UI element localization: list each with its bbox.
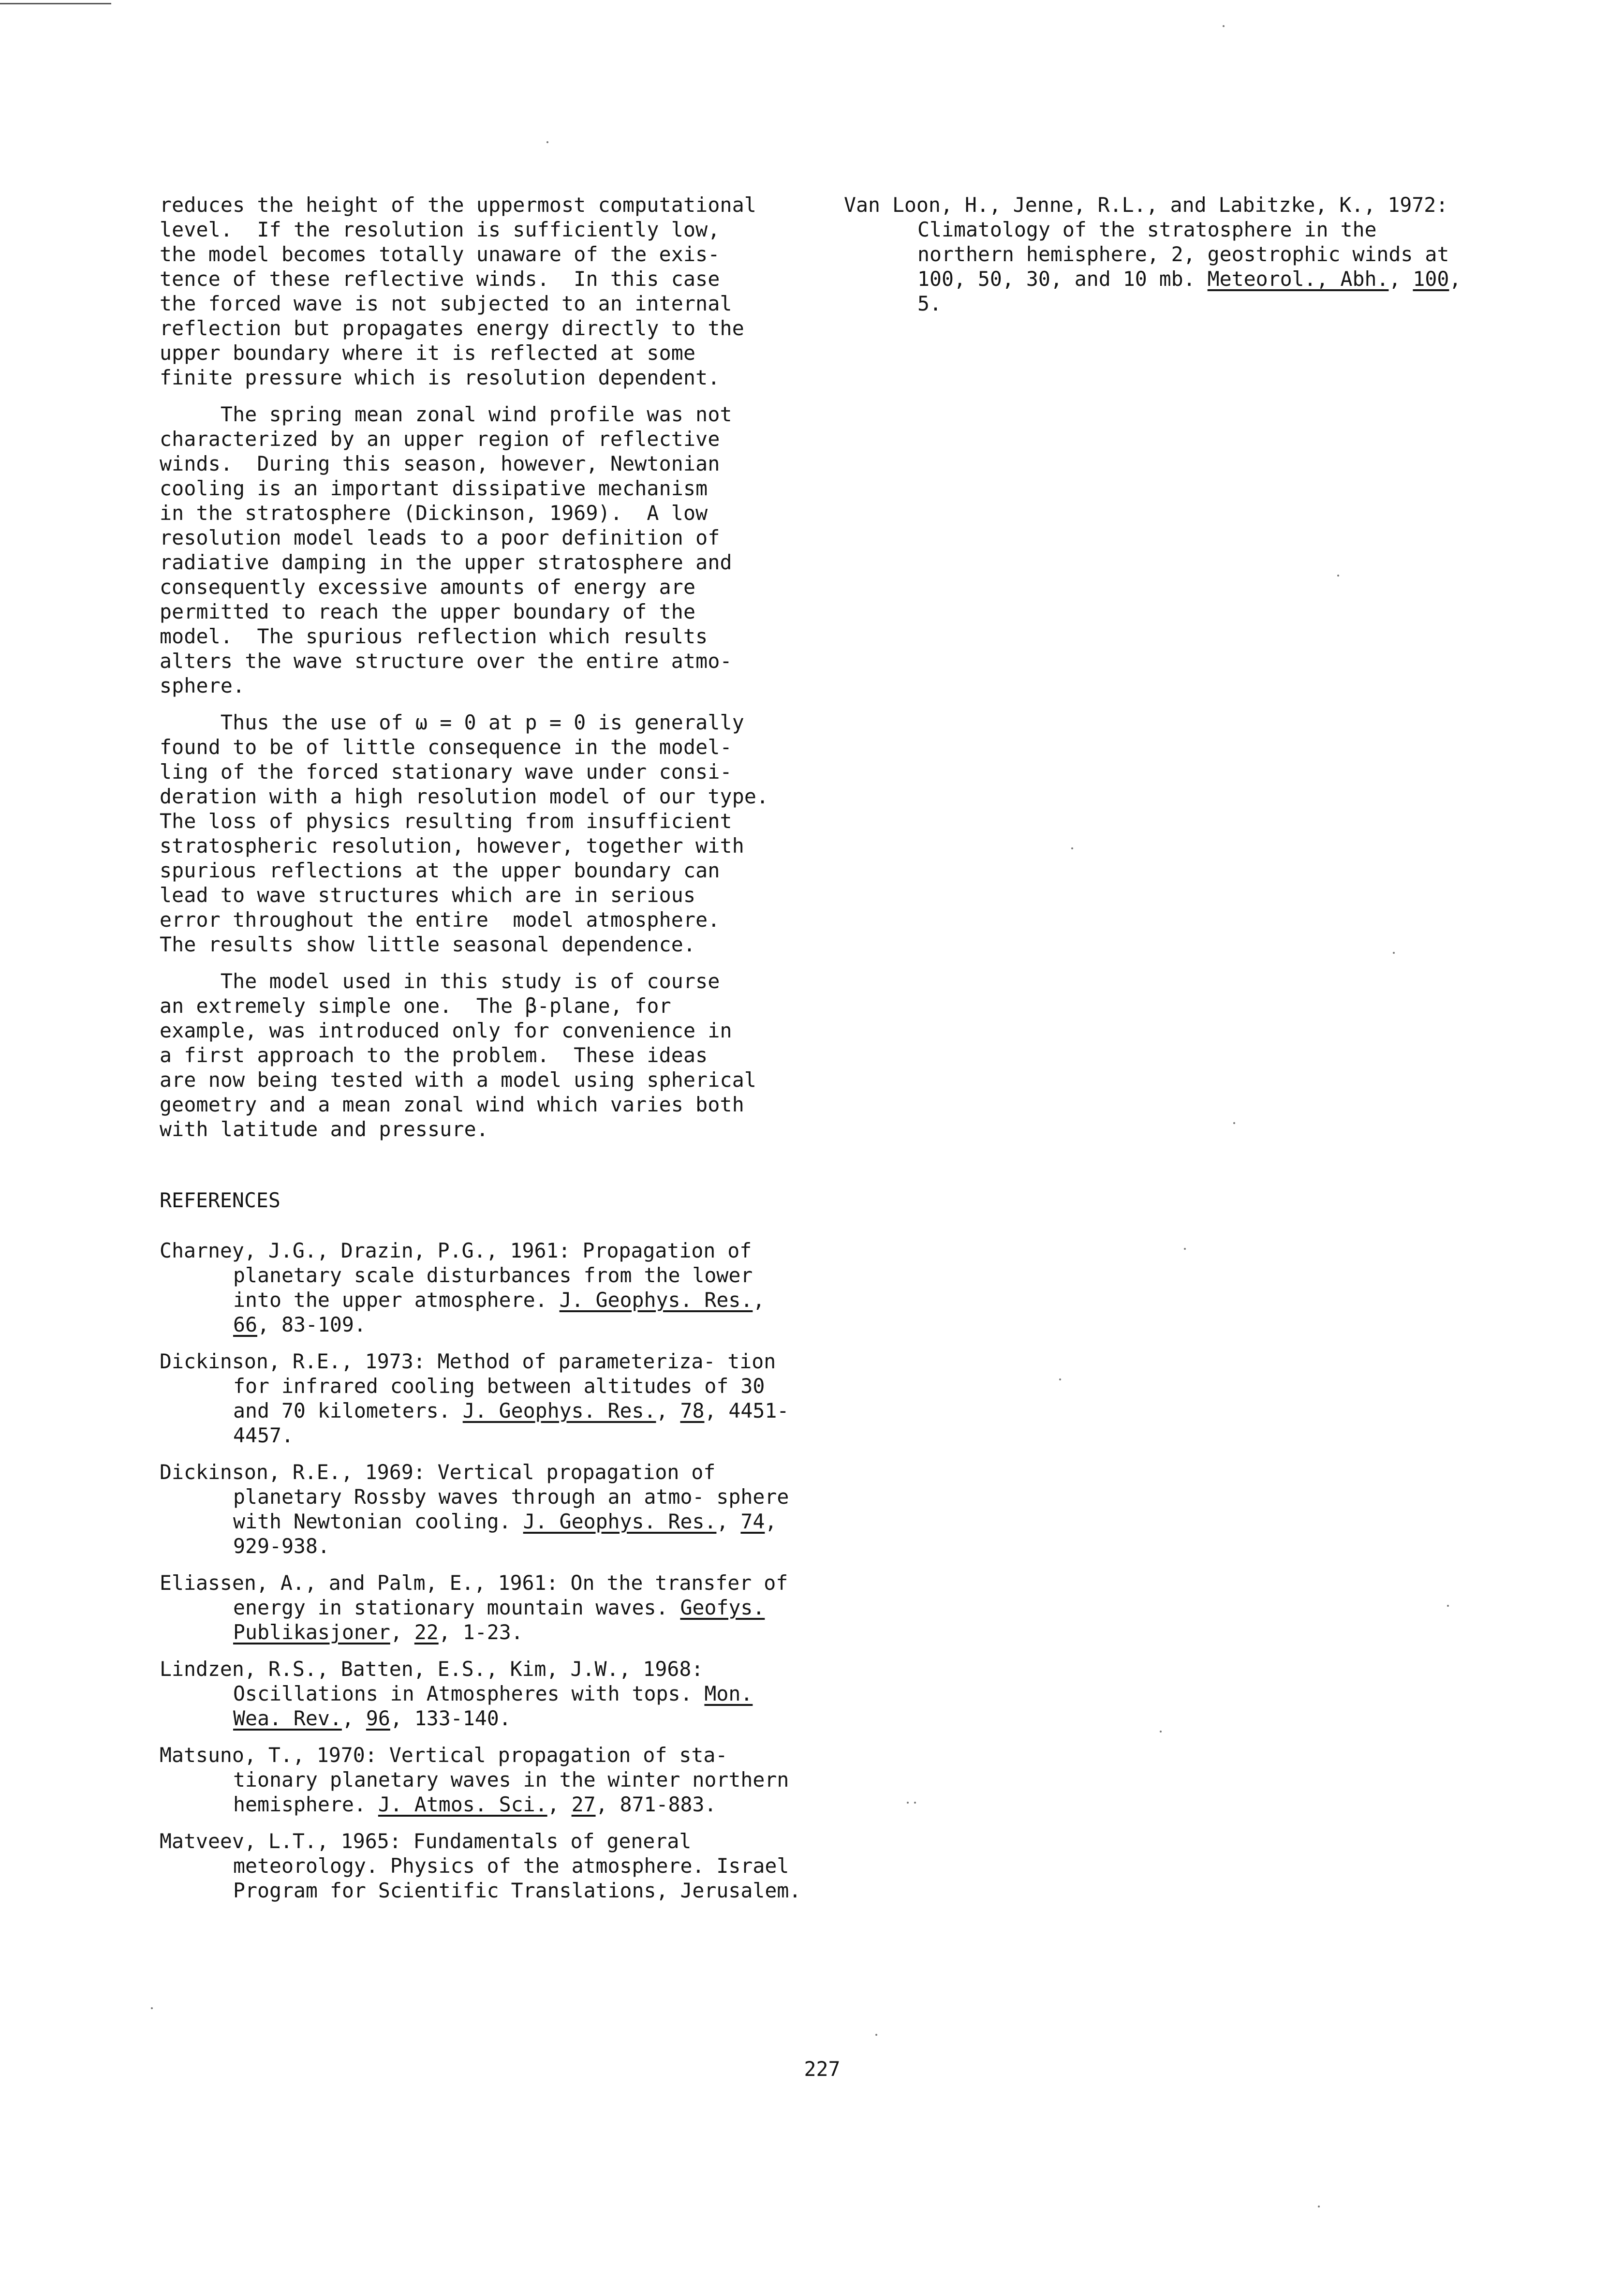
- reference-item: [160, 1570, 808, 1644]
- reference-pages: , 4451-4457.: [233, 1399, 789, 1447]
- reference-separator: ,: [656, 1399, 680, 1422]
- reference-volume: 27: [571, 1792, 596, 1816]
- body-paragraph-4: The model used in this study is of course an extremely simple one. The β-plane, for example, was introduced only for convenience in a first approach to the problem. These ideas are now being tested with a model using spherical geometry and a mean zonal wind which varies both with latitude and pressure.: [160, 969, 757, 1141]
- scan-speck: [1059, 1378, 1061, 1380]
- reference-text: Dickinson, R.E., 1973: Method of parameteriza- tion for infrared cooling between altitudes of 30 and 70 kilometers.: [160, 1349, 776, 1422]
- scan-speck: [1337, 575, 1339, 577]
- scan-speck: [1071, 847, 1073, 849]
- scan-speck: [875, 2034, 877, 2036]
- reference-volume: 78: [680, 1399, 705, 1422]
- references-heading: REFERENCES: [160, 1188, 281, 1212]
- scan-speck: [1233, 1122, 1235, 1124]
- scan-speck: [1184, 1248, 1186, 1250]
- reference-separator: ,: [716, 1510, 741, 1533]
- scan-speck: [914, 1802, 916, 1804]
- reference-pages: , 83-109.: [257, 1313, 366, 1336]
- reference-text: Matsuno, T., 1970: Vertical propagation of sta- tionary planetary waves in the winter northern hemisphere.: [160, 1743, 789, 1816]
- reference-journal: Geofys. Publikasjoner: [233, 1596, 765, 1644]
- reference-journal: J. Geophys. Res.: [523, 1510, 717, 1533]
- scan-speck: [546, 141, 548, 143]
- reference-text: Dickinson, R.E., 1969: Vertical propagation of planetary Rossby waves through an atmo- sphere with Newtonian cooling.: [160, 1460, 789, 1533]
- reference-volume: 74: [740, 1510, 765, 1533]
- reference-separator: ,: [390, 1620, 414, 1644]
- reference-item: [844, 193, 1482, 316]
- reference-text: Eliassen, A., and Palm, E., 1961: On the transfer of energy in stationary mountain waves.: [160, 1571, 788, 1619]
- body-paragraph-2: The spring mean zonal wind profile was not characterized by an upper region of reflective winds. During this season, however, Newtonian cooling is an important dissipative mechanism in the stratosphere (Dickinson, 1969). A low resolution model leads to a poor definition of radiative damping in the upper stratosphere and consequently excessive amounts of energy are permitted to reach the upper boundary of the model. The spurious reflection which results alters the wave structure over the entire atmo- sphere.: [160, 402, 732, 697]
- left-column: [160, 193, 808, 1915]
- scan-speck: [1160, 1731, 1162, 1733]
- reference-item: [160, 1238, 808, 1337]
- reference-pages: , 871-883.: [595, 1792, 717, 1816]
- reference-item: [160, 1743, 808, 1817]
- reference-separator: ,: [547, 1792, 572, 1816]
- reference-journal: J. Geophys. Res.: [462, 1399, 656, 1422]
- reference-volume: 100: [1413, 267, 1449, 291]
- reference-text: Van Loon, H., Jenne, R.L., and Labitzke, K., 1972: Climatology of the stratosphere in the northern hemisphere, 2, geostrophic winds at 100, 50, 30, and 10 mb.: [844, 193, 1449, 291]
- page-number: 227: [804, 2057, 841, 2081]
- reference-journal: J. Geophys. Res.: [559, 1288, 753, 1312]
- reference-pages: , 133-140.: [390, 1706, 511, 1730]
- body-paragraph-3: Thus the use of ω = 0 at p = 0 is generally found to be of little consequence in the model- ling of the forced stationary wave under consi- deration with a high resolution model of our type. The loss of physics resulting from insufficient stratospheric resolution, however, together with spurious reflections at the upper boundary can lead to wave structures which are in serious error throughout the entire model atmosphere. The results show little seasonal dependence.: [160, 711, 769, 956]
- reference-pages: , 1-23.: [438, 1620, 523, 1644]
- references-list: [160, 1238, 808, 1903]
- reference-volume: 66: [233, 1313, 257, 1336]
- scan-speck: [907, 1802, 909, 1804]
- body-paragraph-1: reduces the height of the uppermost computational level. If the resolution is sufficiently low, the model becomes totally unaware of the exis- tence of these reflective winds. In this case the forced wave is not subjected to an internal reflection but propagates energy directly to the upper boundary where it is reflected at some finite pressure which is resolution dependent.: [160, 193, 757, 389]
- reference-text: Matveev, L.T., 1965: Fundamentals of general meteorology. Physics of the atmosphere. Israel Program for Scientific Translations, Jerusalem.: [160, 1829, 801, 1902]
- reference-volume: 22: [414, 1620, 439, 1644]
- reference-journal: J. Atmos. Sci.: [378, 1792, 547, 1816]
- reference-text: Lindzen, R.S., Batten, E.S., Kim, J.W., 1968: Oscillations in Atmospheres with tops.: [160, 1657, 705, 1705]
- reference-item: [160, 1657, 808, 1731]
- reference-journal: Meteorol., Abh.: [1207, 267, 1389, 291]
- reference-journal: Mon. Wea. Rev.: [233, 1682, 753, 1730]
- reference-separator: ,: [341, 1706, 366, 1730]
- reference-separator: ,: [753, 1288, 765, 1312]
- scan-speck: [151, 2007, 153, 2009]
- reference-volume: 96: [366, 1706, 390, 1730]
- top-rule: [0, 3, 111, 4]
- scan-speck: [1447, 1605, 1449, 1607]
- reference-item: [160, 1829, 808, 1903]
- reference-pages: , 929-938.: [233, 1510, 777, 1558]
- right-column: [844, 193, 1482, 328]
- reference-item: [160, 1349, 808, 1448]
- reference-separator: ,: [1388, 267, 1413, 291]
- reference-pages: , 5.: [917, 267, 1462, 315]
- scan-speck: [1393, 952, 1395, 954]
- reference-text: Charney, J.G., Drazin, P.G., 1961: Propagation of planetary scale disturbances from the lower into the upper atmosphere.: [160, 1239, 753, 1312]
- scan-speck: [1223, 25, 1225, 27]
- reference-item: [160, 1460, 808, 1558]
- scan-speck: [1318, 2206, 1320, 2207]
